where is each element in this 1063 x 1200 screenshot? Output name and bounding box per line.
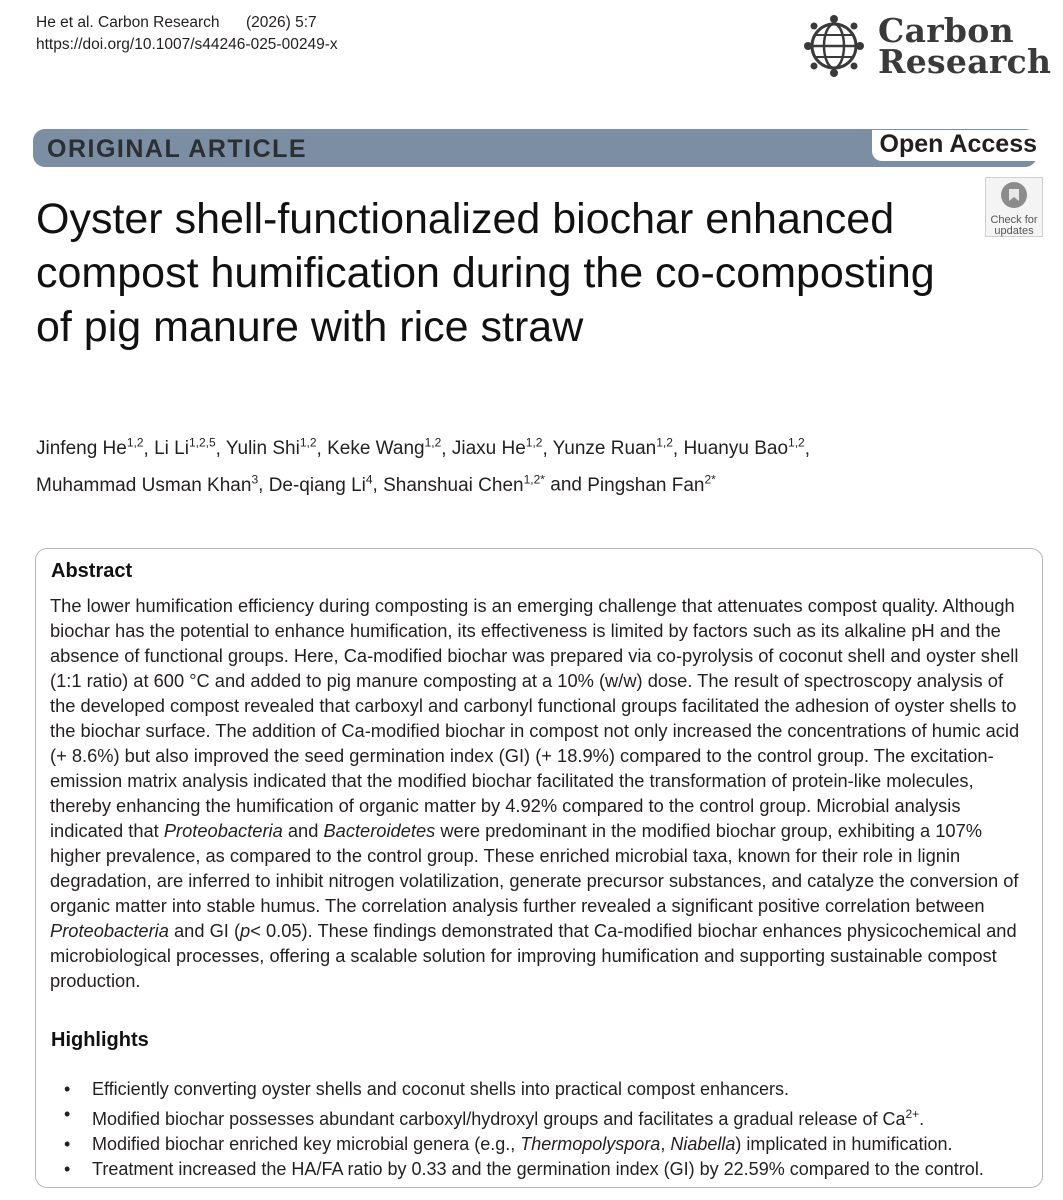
author[interactable]: Huanyu Bao$^{1,2}$ [683, 436, 805, 460]
logo-line-2: Research [878, 42, 1052, 81]
check-for-updates-badge[interactable] [985, 177, 1043, 237]
author[interactable]: Pingshan Fan$^{2*}$ [587, 472, 716, 496]
journal-logo[interactable] [802, 11, 1052, 81]
article-type-label: ORIGINAL ARTICLE [47, 135, 308, 163]
journal-citation: He et al. Carbon Research [36, 14, 220, 31]
open-access-label[interactable]: Open Access [872, 130, 1039, 161]
author[interactable]: De-qiang Li$^4$ [268, 472, 373, 496]
crossmark-line-2: updates [994, 225, 1034, 237]
abstract-text: The lower humification efficiency during composting is an emerging challenge that attenuates compost quality. Although biochar has the potential to enhance humification, its effectiveness is limited by factors such as its alkaline pH and the absence of functional groups. Here, Ca-modified biochar was prepared via co-pyrolysis of coconut shell and oyster shell (1:1 ratio) at 600 °C and added to pig manure composting at a 10% (w/w) dose. The result of spectroscopy analysis of the developed compost revealed that carboxyl and carbonyl functional groups facilitated the adhesion of oyster shells to the biochar surface. The addition of Ca-modified biochar in compost not only increased the concentrations of humic acid (+ 8.6%) but also improved the seed germination index (GI) (+ 18.9%) compared to the control group. The excitation-emission matrix analysis indicated that the modified biochar facilitated the transformation of protein-like molecules, thereby enhancing the humification of organic matter by 4.92% compared to the control group. Microbial analysis indicated that Proteobacteria and Bacteroidetes were predominant in the modified biochar group, exhibiting a 107% higher prevalence, as compared to the control group. These enriched microbial taxa, known for their role in lignin degradation, are inferred to inhibit nitrogen volatilization, generate precursor substances, and catalyze the conversion of organic matter into stable humus. The correlation analysis further revealed a significant positive correlation between Proteobacteria and GI (p< 0.05). These findings demonstrated that Ca-modified biochar enhances physicochemical and microbiological processes, offering a scalable solution for improving humification and supporting sustainable compost production. [50, 595, 1020, 991]
running-header [36, 12, 338, 56]
author[interactable]: Jinfeng He$^{1,2}$ [36, 436, 144, 460]
crossmark-line-1: Check for [990, 214, 1038, 226]
doi-link[interactable]: https://doi.org/10.1007/s44246-025-00249-x [36, 36, 338, 53]
authors-and: and [550, 474, 582, 496]
logo-line-1: Carbon [878, 11, 1014, 50]
highlight-item: • Treatment increased the HA/FA ratio by 0.33 and the germination index (GI) by 22.59% compared to the control. [64, 1159, 984, 1179]
author[interactable]: Muhammad Usman Khan$^3$ [36, 472, 259, 496]
highlights-heading: Highlights [51, 1029, 149, 1051]
highlights-list [50, 1077, 1035, 1182]
author[interactable]: Shanshuai Chen$^{1,2*}$ [383, 472, 545, 496]
author[interactable]: Jiaxu He$^{1,2}$ [451, 436, 543, 460]
author[interactable]: Yunze Ruan$^{1,2}$ [552, 436, 673, 460]
author[interactable]: Yulin Shi$^{1,2}$ [225, 436, 317, 460]
highlight-item: • Modified biochar enriched key microbial genera (e.g., Thermopolyspora, Niabella) implicated in humification. [64, 1134, 953, 1154]
author-list: Jinfeng He$^{1,2}$, Li Li$^{1,2,5}$, Yulin Shi$^{1,2}$, Keke Wang$^{1,2}$, Jiaxu He$^{1,2}$, Yunze Ruan$^{1,2}$, Huanyu Bao$^{1,2}$, Muhammad Usman Khan$^3$, De-qiang Li$^4$, Shanshuai Chen$^{1,2*}$ and Pingshan Fan$^{2*}$ [36, 436, 810, 496]
year-issue: (2026) 5:7 [246, 14, 317, 31]
author[interactable]: Keke Wang$^{1,2}$ [327, 436, 442, 460]
highlight-item: • Modified biochar possesses abundant carboxyl/hydroxyl groups and facilitates a gradual release of $Ca^{2+}$. [64, 1104, 925, 1129]
author[interactable]: Li Li$^{1,2,5}$ [154, 436, 216, 460]
highlight-item: • Efficiently converting oyster shells and coconut shells into practical compost enhancers. [64, 1079, 790, 1099]
globe-network-icon [802, 14, 866, 78]
abstract-box [35, 548, 1043, 1188]
article-title: Oyster shell-functionalized biochar enhanced compost humification during the co-composting of pig manure with rice straw [36, 195, 935, 351]
crossmark-icon [999, 180, 1029, 210]
abstract-heading: Abstract [51, 560, 133, 582]
